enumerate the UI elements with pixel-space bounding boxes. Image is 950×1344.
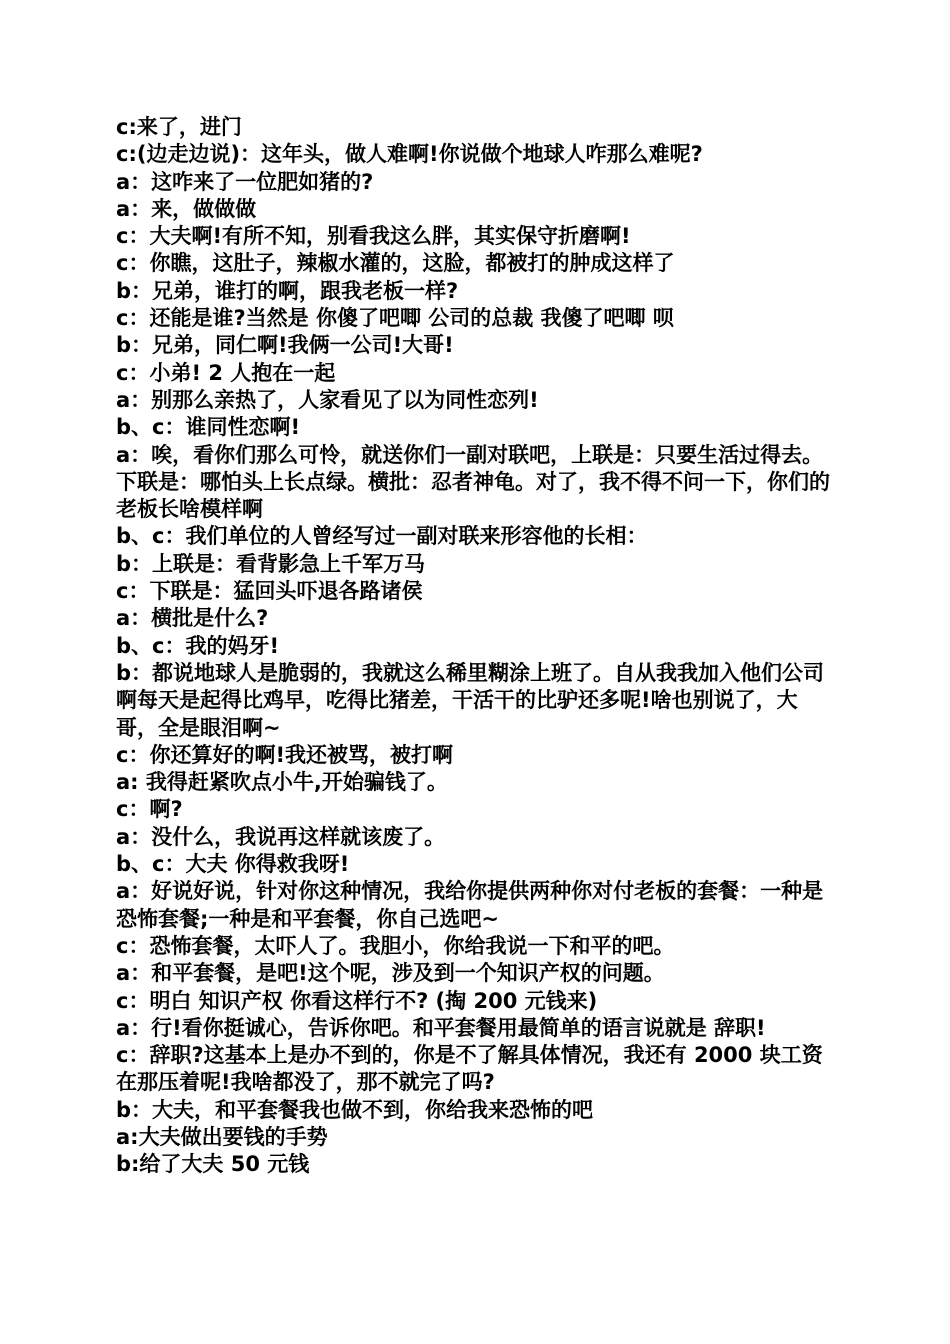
- dialogue-line: a：横批是什么?: [116, 606, 269, 631]
- dialogue-line: c:(边走边说)：这年头，做人难啊!你说做个地球人咋那么难呢?: [116, 142, 703, 167]
- dialogue-text: [116, 114, 838, 1179]
- dialogue-line: b、c：我们单位的人曾经写过一副对联来形容他的长相：: [116, 524, 648, 549]
- dialogue-line: b、c：谁同性恋啊!: [116, 415, 301, 440]
- dialogue-line: c：你还算好的啊!我还被骂，被打啊: [116, 742, 454, 767]
- dialogue-line: b、c：我的妈牙!: [116, 633, 280, 658]
- dialogue-line: a：没什么，我说再这样就该废了。: [116, 824, 446, 849]
- dialogue-line: c：你瞧，这肚子，辣椒水灌的，这脸，都被打的肿成这样了: [116, 251, 675, 276]
- dialogue-line: c：明白 知识产权 你看这样行不? (掏 200 元钱来): [116, 988, 598, 1013]
- dialogue-line: c：啊?: [116, 797, 183, 822]
- dialogue-line: a：来，做做做: [116, 196, 257, 221]
- dialogue-line: c：还能是谁?当然是 你傻了吧唧 公司的总裁 我傻了吧唧 呗: [116, 306, 674, 331]
- dialogue-line: b：兄弟，谁打的啊，跟我老板一样?: [116, 278, 459, 303]
- dialogue-line: b：都说地球人是脆弱的，我就这么稀里糊涂上班了。自从我我加入他们公司啊每天是起得比鸡早，吃得比猪差，干活干的比驴还多呢!啥也别说了，大哥，全是眼泪啊~: [116, 660, 825, 740]
- dialogue-line: a：和平套餐，是吧!这个呢，涉及到一个知识产权的问题。: [116, 961, 665, 986]
- dialogue-line: b:给了大夫 50 元钱: [116, 1152, 310, 1177]
- dialogue-line: c：恐怖套餐，太吓人了。我胆小，你给我说一下和平的吧。: [116, 933, 675, 958]
- dialogue-line: a: 我得赶紧吹点小牛,开始骗钱了。: [116, 770, 448, 795]
- dialogue-line: a：唉，看你们那么可怜，就送你们一副对联吧，上联是：只要生活过得去。下联是：哪怕头上长点绿。横批：忍者神龟。对了，我不得不问一下，你们的老板长啥模样啊: [116, 442, 830, 522]
- dialogue-line: a：行!看你挺诚心，告诉你吧。和平套餐用最简单的语言说就是 辞职!: [116, 1015, 766, 1040]
- dialogue-line: c：下联是：猛回头吓退各路诸侯: [116, 579, 423, 604]
- dialogue-line: a：这咋来了一位肥如猪的?: [116, 169, 374, 194]
- dialogue-line: b：兄弟，同仁啊!我俩一公司!大哥!: [116, 333, 454, 358]
- dialogue-line: a：好说好说，针对你这种情况，我给你提供两种你对付老板的套餐：一种是恐怖套餐;一种是和平套餐，你自己选吧~: [116, 879, 824, 931]
- dialogue-line: c：小弟! 2 人抱在一起: [116, 360, 336, 385]
- dialogue-line: b、c：大夫 你得救我呀!: [116, 852, 350, 877]
- dialogue-line: b：大夫，和平套餐我也做不到，你给我来恐怖的吧: [116, 1097, 594, 1122]
- dialogue-line: c：大夫啊!有所不知，别看我这么胖，其实保守折磨啊!: [116, 224, 631, 249]
- dialogue-line: a：别那么亲热了，人家看见了以为同性恋列!: [116, 387, 539, 412]
- dialogue-line: c：辞职?这基本上是办不到的，你是不了解具体情况，我还有 2000 块工资在那压着呢!我啥都没了，那不就完了吗?: [116, 1043, 823, 1095]
- dialogue-line: a:大夫做出要钱的手势: [116, 1124, 328, 1149]
- dialogue-line: b：上联是：看背影急上千军万马: [116, 551, 426, 576]
- dialogue-line: c:来了，进门: [116, 115, 242, 139]
